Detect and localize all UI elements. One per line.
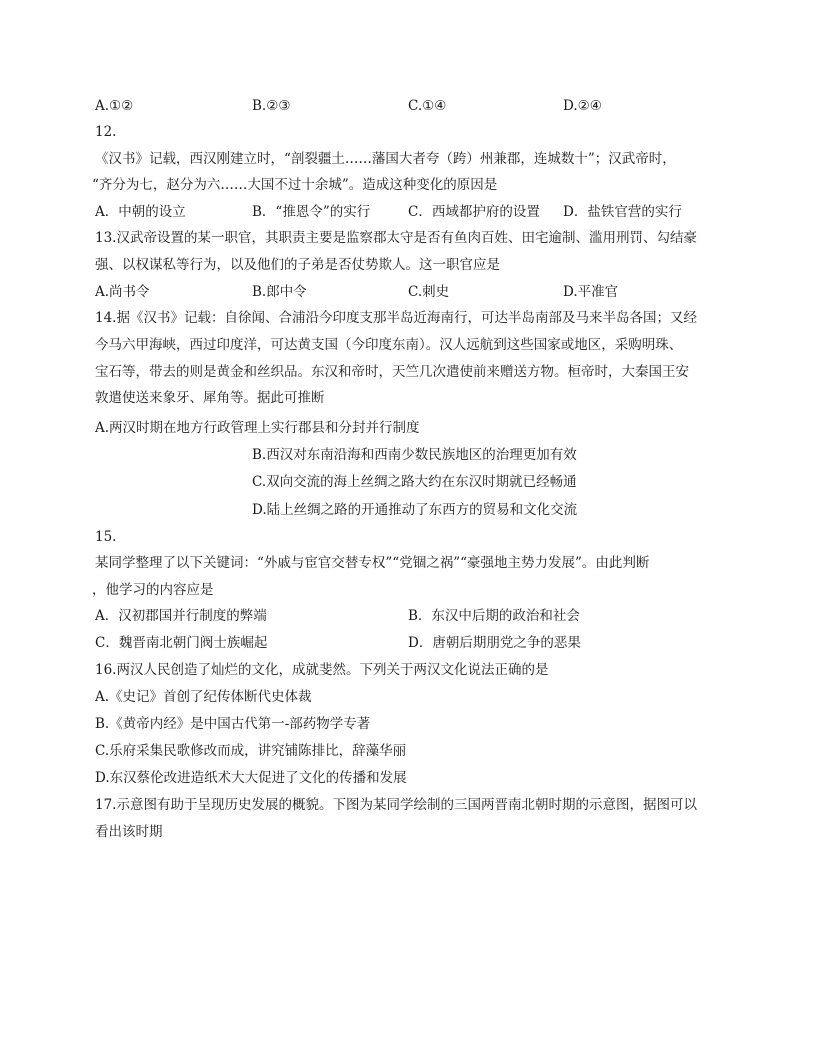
- q16-option-a: A.《史记》首创了纪传体断代史体裁: [95, 689, 312, 705]
- q14-option-c: C.双向交流的海上丝绸之路大约在东汉时期就已经畅通: [252, 474, 577, 490]
- q14-option-b: B.西汉对东南沿海和西南少数民族地区的治理更加有效: [252, 447, 577, 463]
- q14-stem-line-4: 敦遣使送来象牙、犀角等。据此可推断: [95, 390, 325, 406]
- q15-option-b: B．东汉中后期的政治和社会: [408, 608, 580, 624]
- q13-option-a: A.尚书令: [95, 284, 150, 300]
- q13-option-d: D.平准官: [563, 284, 619, 300]
- q14-option-d: D.陆上丝绸之路的开通推动了东西方的贸易和文化交流: [252, 502, 578, 518]
- q16-option-c: C.乐府采集民歌修改而成，讲究铺陈排比，辞藻华丽: [95, 743, 407, 759]
- q15-option-d: D．唐朝后期朋党之争的恶果: [408, 635, 581, 651]
- q11-option-c: C.①④: [408, 98, 447, 114]
- q15-stem-line-1: 某同学整理了以下关键词：“外戚与宦官交替专权”“党锢之祸”“豪强地主势力发展”。由此判断: [95, 555, 650, 571]
- q13-option-b: B.郎中令: [252, 284, 307, 300]
- q17-stem-line-1: 17.示意图有助于呈现历史发展的概貌。下图为某同学绘制的三国两晋南北朝时期的示意图，据图可以: [95, 797, 697, 813]
- q13-option-c: C.刺史: [408, 284, 450, 300]
- q16-stem: 16.两汉人民创造了灿烂的文化，成就斐然。下列关于两汉文化说法正确的是: [95, 662, 549, 678]
- q13-stem-line-2: 强、以权谋私等行为，以及他们的子弟是否仗势欺人。这一职官应是: [95, 257, 500, 273]
- q12-option-b: B．“推恩令”的实行: [252, 204, 371, 220]
- q11-option-a: A.①②: [95, 98, 134, 114]
- q15-option-c: C．魏晋南北朝门阀士族崛起: [95, 635, 268, 651]
- q12-option-c: C．西域都护府的设置: [408, 204, 540, 220]
- q17-stem-line-2: 看出该时期: [95, 824, 163, 840]
- q14-stem-line-3: 宝石等，带去的则是黄金和丝织品。东汉和帝时，天竺几次遣使前来赠送方物。桓帝时，大秦国王安: [95, 364, 689, 380]
- q16-option-d: D.东汉蔡伦改进造纸术大大促进了文化的传播和发展: [95, 770, 407, 786]
- q11-option-d: D.②④: [563, 98, 602, 114]
- q14-stem-line-1: 14.据《汉书》记载：自徐闻、合浦沿今印度支那半岛近海南行，可达半岛南部及马来半岛各国；又经: [95, 310, 697, 326]
- q13-stem-line-1: 13.汉武帝设置的某一职官，其职责主要是监察郡太守是否有鱼肉百姓、田宅逾制、滥用刑罚、勾结豪: [95, 230, 697, 246]
- q12-number: 12.: [95, 124, 117, 140]
- q12-option-d: D．盐铁官营的实行: [563, 204, 682, 220]
- q12-option-a: A．中朝的设立: [95, 204, 186, 220]
- q14-stem-line-2: 今马六甲海峡，西过印度洋，可达黄支国（今印度东南）。汉人远航到这些国家或地区，采购明珠、: [95, 337, 683, 353]
- q15-number: 15.: [95, 529, 117, 545]
- q11-option-b: B.②③: [252, 98, 291, 114]
- q12-stem-line-2: “齐分为七，赵分为六……大国不过十余城”。造成这种变化的原因是: [92, 177, 498, 193]
- q14-option-a: A.两汉时期在地方行政管理上实行郡县和分封并行制度: [95, 420, 420, 436]
- q16-option-b: B.《黄帝内经》是中国古代第一-部药物学专著: [95, 716, 371, 732]
- q15-option-a: A．汉初郡国并行制度的弊端: [95, 608, 267, 624]
- q12-stem-line-1: 《汉书》记载，西汉刚建立时，“剖裂疆土……藩国大者夸（跨）州兼郡，连城数十”；汉武帝时，: [95, 151, 676, 167]
- q15-stem-line-2: ，他学习的内容应是: [92, 582, 214, 598]
